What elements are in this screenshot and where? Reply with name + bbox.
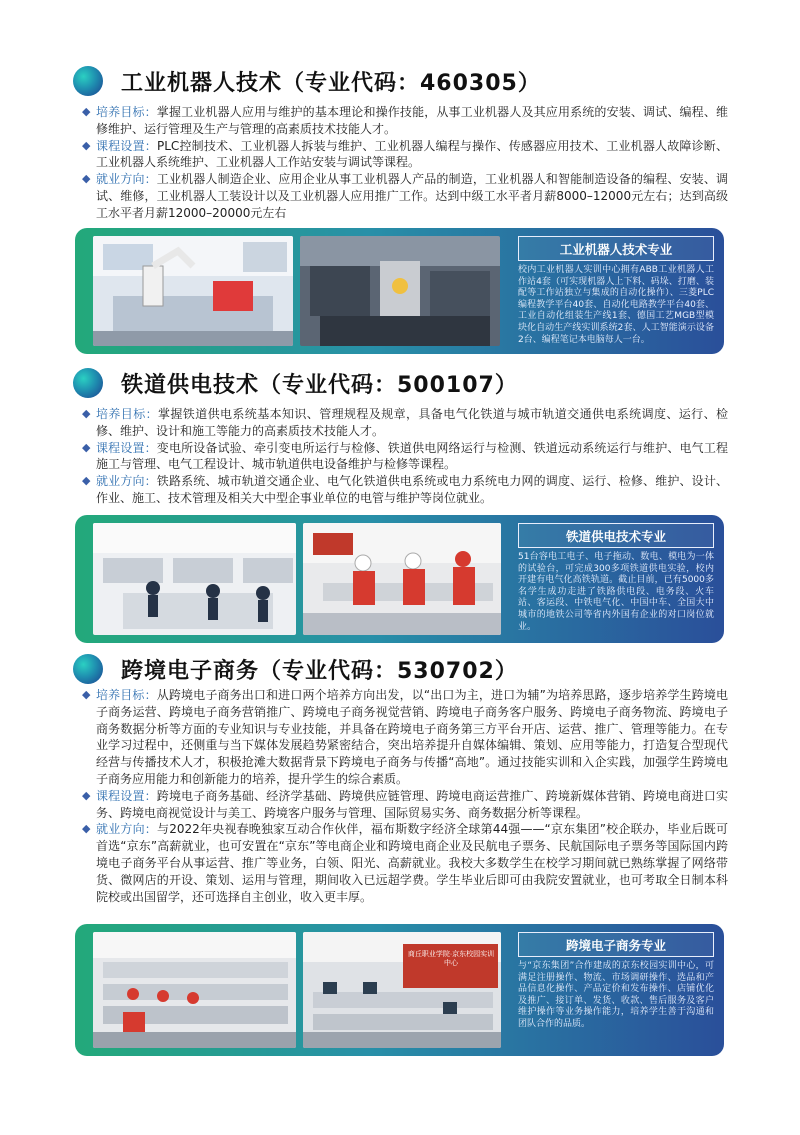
section-items [82,104,728,222]
item-training-goal: ◆ 培养目标：从跨境电子商务出口和进口两个培养方向出发，以“出口为主，进口为辅”为培养思路，逐步培养学生跨境电子商务运营、跨境电子商务营销推广、跨境电子商务视觉营销、跨境电子商务客户服务、跨境电子商务物流、跨境电子商务数据分析等方面的专业知识与专业技能，并具备在跨境电子商务第三方平台开店、运营、推广、管理等能力。在专业学习过程中，还侧重与当下媒体发展趋势紧密结合，突出培养提升自媒体编辑、策划、应用等能力，打造复合型现代经营与传播技术人才，积极抢滩大数据背景下跨境电子商务与传播“高地”。通过技能实训和入企实践，加强学生跨境电子商务应用能力和创新能力的培养，提升学生的综合素质。 [82,688,728,786]
item-courses: ◆ 课程设置：变电所设备试验、牵引变电所运行与检修、铁道供电网络运行与检测、铁道远动系统运行与维护、电气工程施工与管理、电气工程设计、城市轨道供电设备维护与检修等课程。 [82,440,728,472]
bullet-icon: ◆ [82,688,91,701]
program-card [75,228,724,354]
section-industrial-robot [0,0,800,360]
program-card [75,924,724,1056]
program-card [75,515,724,643]
bullet-icon: ◆ [82,822,91,836]
item-training-goal: ◆ 培养目标：掌握铁道供电系统基本知识、管理规程及规章，具备电气化铁道与城市轨道交通供电系统调度、运行、检修、维护、设计和施工等能力的高素质技术技能人才。 [82,407,728,438]
card-title: 跨境电子商务专业 [518,932,714,957]
card-title: 工业机器人技术专业 [518,236,714,261]
heading-dot-icon [73,66,103,96]
section-items [82,687,728,905]
card-info [518,932,714,1031]
photo-power-lab [93,523,296,635]
bullet-icon: ◆ [82,788,91,802]
photo-ecommerce-classroom [93,932,296,1048]
bullet-icon: ◆ [82,474,91,488]
photo-robot-lab [93,236,293,346]
section-items [82,406,728,507]
section-title: 跨境电子商务（专业代码：530702） [121,658,518,684]
bullet-icon: ◆ [82,407,91,420]
photo-jd-training-center [303,932,501,1048]
heading-dot-icon [73,654,103,684]
item-career: ◆ 就业方向：铁路系统、城市轨道交通企业、电气化铁道供电系统或电力系统电力网的调度、运行、检修、维护、设计、作业、施工、技术管理及相关大中型企事业单位的电管与维护等岗位就业。 [82,474,728,505]
card-text: 51台容电工电子、电子拖动、数电、模电为一体的试验台，可完成300多项铁道供电实验，校内开建有电气化高铁轨道。截止目前，已有5000多名学生成功走进了铁路供电段、电务段、火车站、客运段、中铁电气化、中国中车、全国大中城市的地铁公司等省内外国有企业的对口岗位就业。 [518,552,714,632]
item-training-goal: ◆ 培养目标：掌握工业机器人应用与维护的基本理论和操作技能，从事工业机器人及其应用系统的安装、调试、编程、维修维护、运行管理及生产与管理的高素质技术技能人才。 [82,105,728,136]
photo-robot-workstation [300,236,500,346]
bullet-icon: ◆ [82,105,91,118]
section-cross-border-ecommerce [0,652,800,1072]
section-title: 铁道供电技术（专业代码：500107） [121,372,518,398]
bullet-icon: ◆ [82,138,91,152]
item-courses: ◆ 课程设置：PLC控制技术、工业机器人拆装与维护、工业机器人编程与操作、传感器应用技术、工业机器人故障诊断、工业机器人系统维护、工业机器人工作站安装与调试等课程。 [82,138,728,170]
card-title: 铁道供电技术专业 [518,523,714,548]
card-text: 与“京东集团”合作建成的京东校园实训中心，可满足注册操作、物流、市场调研操作、选品和产品信息化操作、产品定价和发布操作、店铺优化及推广、接订单、发货、收款、售后服务及客户维护操作等业务操作能力，培养学生善于沟通和团队合作的品质。 [518,961,714,1029]
card-info [518,523,714,633]
heading-dot-icon [73,368,103,398]
section-heading [73,366,518,400]
item-career: ◆ 就业方向：工业机器人制造企业、应用企业从事工业机器人产品的制造，工业机器人和智能制造设备的编程、安装、调试、维修，工业机器人工装设计以及工业机器人应用推广工作。达到中级工水平者月薪8000–12000元左右；达到高级工水平者月薪12000–20000元左右 [82,172,728,220]
photo-power-practice [303,523,501,635]
section-heading [73,652,518,686]
section-title: 工业机器人技术（专业代码：460305） [121,70,541,96]
card-text: 校内工业机器人实训中心拥有ABB工业机器人工作站4套（可实现机器人上下料、码垛、打磨、装配等工作站独立与集成的自动化操作）、三菱PLC编程教学平台40套、自动化电路教学平台40套、工业自动化组装生产线1套、德国工艺MGB型模块化自动生产线实训系统2套、人工智能演示设备2台、编程笔记本电脑每人一台。 [518,265,714,345]
card-info [518,236,714,346]
bullet-icon: ◆ [82,172,91,186]
bullet-icon: ◆ [82,440,91,454]
item-career: ◆ 就业方向：与2022年央视春晚独家互动合作伙伴，福布斯数字经济全球第44强——“京东集团”校企联办，毕业后既可首选“京东”高薪就业，也可安置在“京东”等电商企业和跨境电商企业及民航电子票务、民航国际电子票务等国际国内跨境电子商务平台从事运营、推广等业务，白领、阳光、高薪就业。我校大多数学生在校学习期间就已熟练掌握了网络带货、微网店的开设、策划、运用与管理，期间收入已远超学费。学生毕业后即可由我院安置就业，也可考取全日制本科院校或出国留学，还可选择自主创业，收入更丰厚。 [82,822,728,904]
section-railway-power [0,360,800,660]
section-heading [73,64,541,98]
item-courses: ◆ 课程设置：跨境电子商务基础、经济学基础、跨境供应链管理、跨境电商运营推广、跨境新媒体营销、跨境电商进口实务、跨境电商视觉设计与美工、跨境客户服务与管理、国际贸易实务、商务数据分析等课程。 [82,788,728,820]
jd-banner-text: 商丘职业学院·京东校园实训中心 [407,951,495,967]
